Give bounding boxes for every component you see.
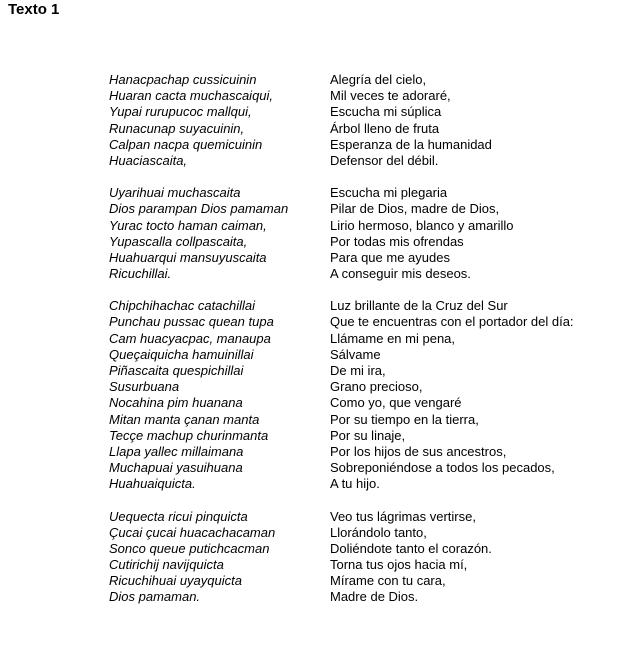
spanish-translation: Defensor del débil. <box>330 152 439 168</box>
quechua-verse: Dios pamaman. <box>109 589 201 605</box>
poem-line <box>0 444 640 460</box>
spanish-translation: Llámame en mi pena, <box>330 330 456 346</box>
poem-line <box>0 72 640 88</box>
quechua-verse: Huahuaiquicta. <box>109 476 196 492</box>
spanish-translation: Alegría del cielo, <box>330 72 427 87</box>
spanish-translation: Por su linaje, <box>330 427 406 443</box>
quechua-verse: Hanacpachap cussicuinin <box>109 72 257 87</box>
spanish-translation: Árbol lleno de fruta <box>330 120 440 136</box>
poem-line <box>0 395 640 411</box>
stanza <box>0 298 640 492</box>
poem-line <box>0 541 640 557</box>
quechua-verse: Yupai rurupucoc mallqui, <box>109 104 252 120</box>
poem-line <box>0 331 640 347</box>
poem-line <box>0 363 640 379</box>
quechua-verse: Runacunap suyacuinin, <box>109 120 245 136</box>
quechua-verse: Huaciascaita, <box>109 152 188 168</box>
quechua-verse: Dios parampan Dios pamaman <box>109 201 289 217</box>
quechua-verse: Susurbuana <box>109 379 180 395</box>
poem-line <box>0 250 640 266</box>
spanish-translation: Por su tiempo en la tierra, <box>330 411 479 427</box>
poem-body <box>0 72 640 622</box>
spanish-translation: A conseguir mis deseos. <box>330 266 471 282</box>
spanish-translation: Veo tus lágrimas vertirse, <box>330 508 476 524</box>
quechua-verse: Çucai çucai huacachacaman <box>109 524 276 540</box>
spanish-translation: Que te encuentras con el portador del día: <box>330 314 574 330</box>
poem-line <box>0 573 640 589</box>
spanish-translation: Como yo, que vengaré <box>330 395 462 411</box>
spanish-translation: Para que me ayudes <box>330 249 450 265</box>
spanish-translation: De mi ira, <box>330 363 386 378</box>
quechua-verse: Ricuchihuai uyayquicta <box>109 573 242 589</box>
quechua-verse: Yupascalla collpascaita, <box>109 233 248 249</box>
spanish-translation: Mírame con tu cara, <box>330 573 446 589</box>
quechua-verse: Tecçe machup churinmanta <box>109 427 269 443</box>
quechua-verse: Sonco queue putichcacman <box>109 540 270 556</box>
poem-line <box>0 121 640 137</box>
spanish-translation: Mil veces te adoraré, <box>330 88 451 104</box>
poem-line <box>0 476 640 492</box>
spanish-translation: Sálvame <box>330 346 381 362</box>
spanish-translation: Escucha mi plegaria <box>330 185 448 201</box>
quechua-verse: Cutirichij navijquicta <box>109 557 224 573</box>
poem-line <box>0 234 640 250</box>
quechua-verse: Cam huacyacpac, manaupa <box>109 330 271 346</box>
poem-line <box>0 298 640 314</box>
quechua-verse: Huahuarqui mansuyuscaita <box>109 249 267 265</box>
spanish-translation: Por todas mis ofrendas <box>330 233 464 249</box>
quechua-verse: Ricuchillai. <box>109 266 172 282</box>
document-title: Texto 1 <box>8 1 60 18</box>
poem-line <box>0 314 640 330</box>
spanish-translation: Luz brillante de la Cruz del Sur <box>330 298 508 314</box>
poem-line <box>0 428 640 444</box>
spanish-translation: Sobreponiéndose a todos los pecados, <box>330 460 555 476</box>
poem-line <box>0 412 640 428</box>
spanish-translation: Madre de Dios. <box>330 589 419 605</box>
poem-line <box>0 88 640 104</box>
poem-line <box>0 525 640 541</box>
spanish-translation: A tu hijo. <box>330 476 380 492</box>
spanish-translation: Escucha mi súplica <box>330 104 442 120</box>
poem-line <box>0 460 640 476</box>
spanish-translation: Por los hijos de sus ancestros, <box>330 443 507 459</box>
spanish-translation: Esperanza de la humanidad <box>330 136 492 152</box>
quechua-verse: Huaran cacta muchascaiqui, <box>109 88 274 104</box>
quechua-verse: Uequecta ricui pinquicta <box>109 508 248 524</box>
quechua-verse: Punchau pussac quean tupa <box>109 314 274 330</box>
poem-line <box>0 266 640 282</box>
poem-line <box>0 201 640 217</box>
poem-line <box>0 218 640 234</box>
poem-line <box>0 104 640 120</box>
quechua-verse: Uyarihuai muchascaita <box>109 185 241 201</box>
spanish-translation: Llorándolo tanto, <box>330 524 427 540</box>
poem-line <box>0 347 640 363</box>
poem-line <box>0 153 640 169</box>
poem-line <box>0 185 640 201</box>
spanish-translation: Lirio hermoso, blanco y amarillo <box>330 217 514 233</box>
quechua-verse: Muchapuai yasuihuana <box>109 460 243 476</box>
poem-line <box>0 509 640 525</box>
poem-line <box>0 379 640 395</box>
poem-line <box>0 137 640 153</box>
quechua-verse: Queçaiquicha hamuinillai <box>109 346 254 362</box>
spanish-translation: Pilar de Dios, madre de Dios, <box>330 201 500 217</box>
poem-line <box>0 589 640 605</box>
quechua-verse: Piñascaita quespichillai <box>109 363 244 378</box>
quechua-verse: Nocahina pim huanana <box>109 395 243 411</box>
quechua-verse: Yurac tocto haman caiman, <box>109 217 267 233</box>
poem-line <box>0 557 640 573</box>
quechua-verse: Calpan nacpa quemicuinin <box>109 136 263 152</box>
quechua-verse: Llapa yallec millaimana <box>109 443 244 459</box>
quechua-verse: Chipchihachac catachillai <box>109 298 255 314</box>
quechua-verse: Mitan manta çanan manta <box>109 411 260 427</box>
stanza <box>0 185 640 282</box>
stanza <box>0 72 640 169</box>
spanish-translation: Grano precioso, <box>330 379 423 395</box>
spanish-translation: Torna tus ojos hacia mí, <box>330 557 468 573</box>
spanish-translation: Doliéndote tanto el corazón. <box>330 540 492 556</box>
stanza <box>0 509 640 606</box>
